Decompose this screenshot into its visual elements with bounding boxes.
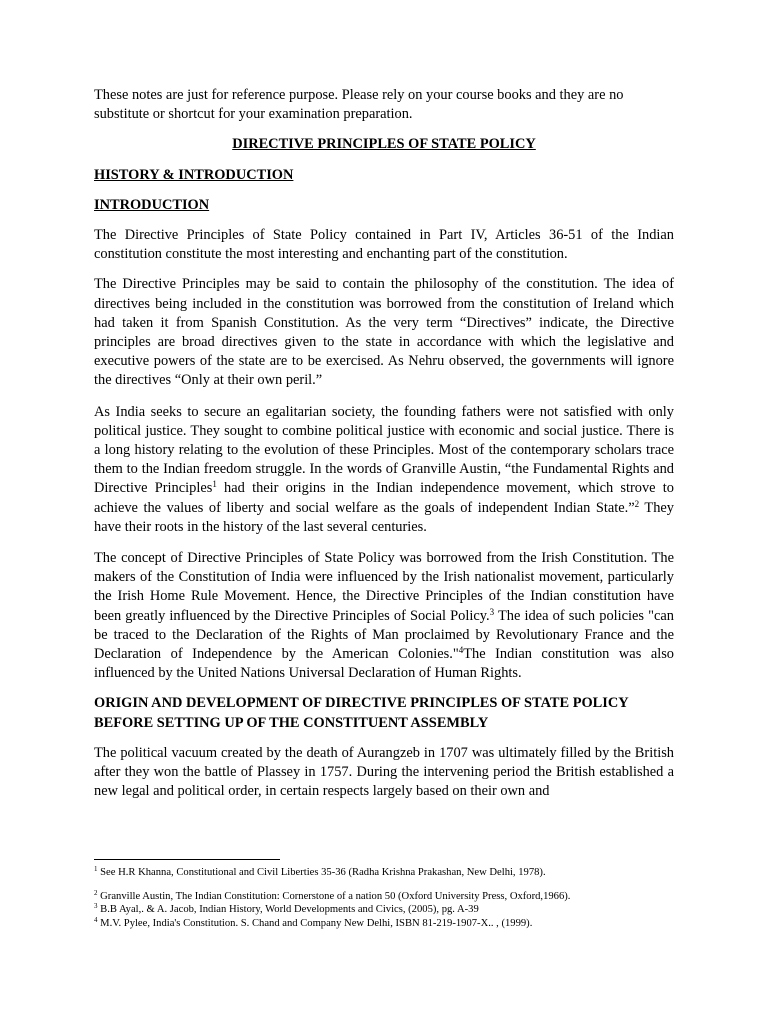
footnote-item xyxy=(94,917,674,931)
paragraph-egalitarian xyxy=(94,403,674,537)
footnote-ref-1: 1 xyxy=(212,479,217,490)
paragraph-egalitarian-text-b: had their origins in the Indian independence movement, which strove to achieve the values of liberty and social welfare as the goals of independent Indian State.” xyxy=(94,480,674,516)
paragraph-philosophy: The Directive Principles may be said to contain the philosophy of the constitution. The idea of directives being included in the constitution was borrowed from the constitution of Ireland which had taken it from Spanish Constitution. As the very term “Directives” indicate, the Directive principles are broad directives given to the state in accordance with which the legislative and executive powers of the state are to be exercised. As Nehru observed, the governments will ignore the directives “Only at their own peril.” xyxy=(94,276,674,389)
footnote-text: See H.R Khanna, Constitutional and Civil Liberties 35-36 (Radha Krishna Prakashan, New Delhi, 1978). xyxy=(97,867,546,878)
document-title: DIRECTIVE PRINCIPLES OF STATE POLICY xyxy=(232,136,536,153)
footnote-text: B.B Ayal,. & A. Jacob, Indian History, World Developments and Civics, (2005), pg. A-39 xyxy=(97,904,479,916)
paragraph-egalitarian-text-a: As India seeks to secure an egalitarian society, the founding fathers were not satisfied with only political justice. They sought to combine political justice with economic and social justice. There is a long history relating to the evolution of these Principles. Most of the contemporary scholars trace them to the Indian freedom struggle. In the words of Granville Austin, “the Fundamental Rights and Directive Principles xyxy=(94,403,674,497)
paragraph-irish-text-c: The Indian constitution was also influenced by the United Nations Universal Declaration of Human Rights. xyxy=(94,646,674,682)
paragraph-irish-text-b: The idea of such policies "can be traced to the Declaration of the Rights of Man proclaimed by Revolutionary France and the Declaration of Independence by the American Colonies." xyxy=(94,607,674,663)
introduction-heading: INTRODUCTION xyxy=(94,196,210,213)
paragraph-irish-constitution xyxy=(94,549,674,683)
footnotes-block xyxy=(94,866,674,930)
footnote-number: 1 xyxy=(94,865,98,873)
footnote-text: Granville Austin, The Indian Constitution: Cornerstone of a nation 50 (Oxford University Press, Oxford,1966). xyxy=(97,890,571,902)
paragraph-egalitarian-text-c: They have their roots in the history of the last several centuries. xyxy=(94,499,675,535)
footnote-ref-4: 4 xyxy=(458,645,464,656)
footnote-item xyxy=(94,890,674,904)
origin-section-heading: ORIGIN AND DEVELOPMENT OF DIRECTIVE PRINCIPLES OF STATE POLICY BEFORE SETTING UP OF THE CONSTITUENT ASSEMBLY xyxy=(94,695,629,731)
disclaimer-text: These notes are just for reference purpose. Please rely on your course books and they are no substitute or shortcut for your examination preparation. xyxy=(94,87,624,123)
footnote-number: 3 xyxy=(94,902,98,911)
footnote-number: 4 xyxy=(94,915,98,924)
footnote-number: 2 xyxy=(94,888,98,897)
footnote-item xyxy=(94,903,674,917)
footnote-ref-3: 3 xyxy=(489,606,495,617)
paragraph-irish-text-a: The concept of Directive Principles of State Policy was borrowed from the Irish Constitution. The makers of the Constitution of India were influenced by the Irish nationalist movement, particularly the Irish Home Rule Movement. Hence, the Directive Principles of the Indian constitution have been greatly influenced by the Directive Principles of Social Policy. xyxy=(94,550,674,624)
footnote-separator xyxy=(94,859,280,860)
footnote-ref-2: 2 xyxy=(634,498,640,509)
footnote-text: M.V. Pylee, India's Constitution. S. Chand and Company New Delhi, ISBN 81-219-1907-X.. , (1999). xyxy=(97,917,533,929)
footnote-item xyxy=(94,866,674,880)
paragraph-aurangzeb: The political vacuum created by the death of Aurangzeb in 1707 was ultimately filled by the British after they won the battle of Plassey in 1757. During the intervening period the British established a new legal and political order, in certain respects largely based on their own and xyxy=(94,744,674,800)
history-heading: HISTORY & INTRODUCTION xyxy=(94,166,294,183)
paragraph-part-iv: The Directive Principles of State Policy contained in Part IV, Articles 36-51 of the Indian constitution constitute the most interesting and enchanting part of the constitution. xyxy=(94,227,674,263)
